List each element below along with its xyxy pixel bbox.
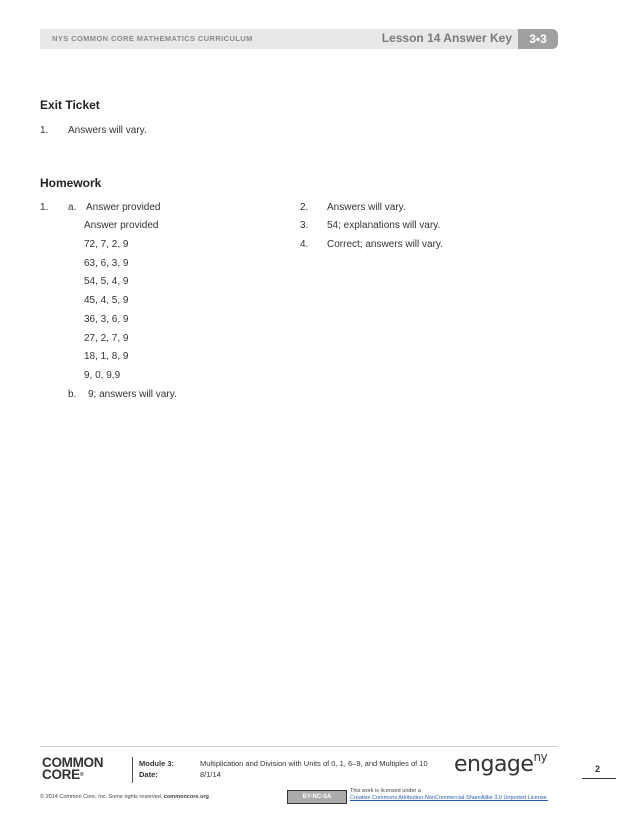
page-number: 2	[595, 764, 601, 774]
homework-right-number: 4.	[300, 239, 309, 250]
footer-divider	[40, 746, 558, 747]
homework-right-number: 3.	[300, 220, 309, 231]
logo-line-core: CORE®	[42, 767, 84, 782]
exit-ticket-heading: Exit Ticket	[40, 98, 100, 112]
copyright-site: commoncore.org	[163, 794, 209, 800]
cc-license-badge: BY-NC-SA	[287, 790, 347, 804]
homework-q1b-label: b.	[68, 389, 77, 400]
trademark-symbol: ®	[79, 772, 84, 778]
module-value: Multiplication and Division with Units of 0, 1, 6–9, and Multiples of 10	[200, 759, 428, 768]
homework-q1a-label: a.	[68, 202, 77, 213]
date-value: 8/1/14	[200, 770, 221, 779]
header-bar	[40, 29, 558, 49]
copyright-prefix: © 2014 Common Core, Inc. Some rights reserved.	[40, 794, 163, 800]
homework-q1a-line: 9, 0, 9,9	[84, 370, 121, 381]
homework-q1b-text: 9; answers will vary.	[88, 389, 177, 400]
common-core-logo	[42, 757, 103, 781]
homework-q1a-line: 63, 6, 3, 9	[84, 258, 129, 269]
logo-line-common: COMMON	[42, 755, 104, 770]
homework-right-text: Answers will vary.	[327, 202, 406, 213]
page-number-underline	[582, 778, 616, 779]
homework-q1a-line: 45, 4, 5, 9	[84, 295, 129, 306]
exit-ticket-item-number: 1.	[40, 125, 49, 136]
engageny-logo-sup: ny	[533, 750, 548, 764]
engageny-logo: engage$^{ny}$	[454, 750, 548, 777]
homework-q1a-line: Answer provided	[84, 220, 159, 231]
homework-q1a-line: 54, 5, 4, 9	[84, 276, 129, 287]
date-label: Date:	[139, 770, 158, 779]
grade-badge: 3•3	[518, 29, 558, 49]
homework-right-text: Correct; answers will vary.	[327, 239, 443, 250]
homework-q1a-line: Answer provided	[86, 202, 161, 213]
homework-q1a-line: 72, 7, 2, 9	[84, 239, 129, 250]
license-notice	[350, 788, 548, 802]
homework-q1-number: 1.	[40, 202, 49, 213]
exit-ticket-item-text: Answers will vary.	[68, 125, 147, 136]
copyright-notice	[40, 794, 209, 800]
footer-vertical-divider	[132, 757, 133, 783]
license-line: This work is licensed under a	[350, 788, 421, 794]
homework-q1a-line: 27, 2, 7, 9	[84, 333, 129, 344]
module-label: Module 3:	[139, 759, 174, 768]
homework-q1a-line: 18, 1, 8, 9	[84, 351, 129, 362]
curriculum-title: NYS COMMON CORE MATHEMATICS CURRICULUM	[52, 34, 253, 43]
homework-q1a-line: 36, 3, 6, 9	[84, 314, 129, 325]
homework-right-number: 2.	[300, 202, 309, 213]
homework-right-text: 54; explanations will vary.	[327, 220, 441, 231]
lesson-title: Lesson 14 Answer Key	[381, 31, 512, 45]
homework-heading: Homework	[40, 176, 102, 190]
license-link[interactable]: Creative Commons Attribution-NonCommercial-ShareAlike 3.0 Unported License.	[350, 795, 549, 801]
